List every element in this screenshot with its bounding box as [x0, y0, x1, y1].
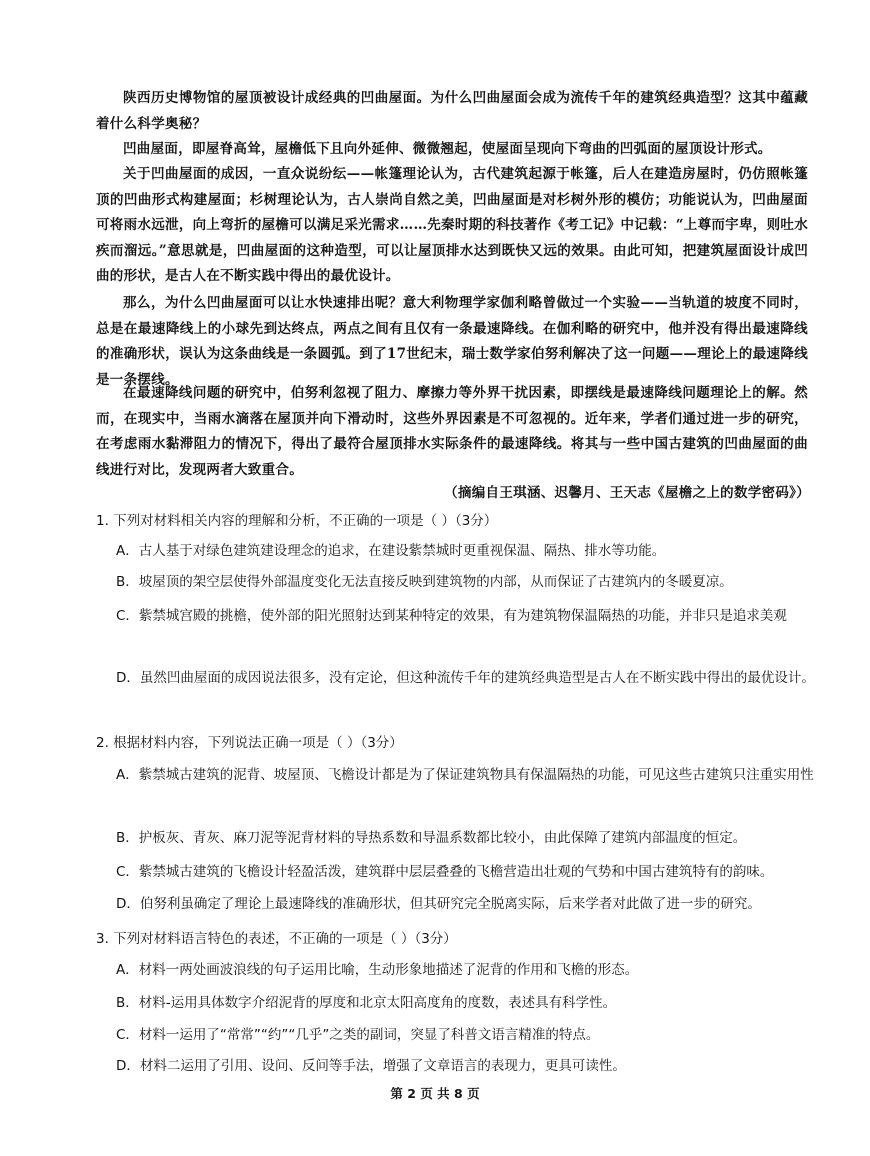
question-3-option-c: C．材料一运用了“常常”“约”“几乎”之类的副词，突显了科普文语言精准的特点。 [116, 1027, 600, 1043]
question-2-stem: 2. 根据材料内容，下列说法正确一项是（ ）（3分） [96, 735, 403, 751]
passage-paragraph-5: 在最速降线问题的研究中，伯努利忽视了阻力、摩擦力等外界干扰因素，即摆线是最速降线问题理论上的解。然而，在现实中，当雨水滴落在屋顶并向下滑动时，这些外界因素是不可忽视的。近年来，学者们通过进一步的研究，在考虑雨水黏滞阻力的情况下，得出了最符合屋顶排水实际条件的最速降线。将其与一些中国古建筑的凹曲屋面的曲线进行对比，发现两者大致重合。 [96, 385, 808, 478]
passage-paragraph-4: 那么，为什么凹曲屋面可以让水快速排出呢？意大利物理学家伽利略曾做过一个实验——当轨道的坡度不同时，总是在最速降线上的小球先到达终点，两点之间有且仅有一条最速降线。在伽利略的研究中，他并没有得出最速降线的准确形状，误认为这条曲线是一条圆弧。到了17世纪末，瑞士数学家伯努利解决了这一问题——理论上的最速降线是一条摆线。 [96, 295, 808, 388]
passage-paragraph-3: 关于凹曲屋面的成因，一直众说纷纭——帐篷理论认为，古代建筑起源于帐篷，后人在建造房屋时，仍仿照帐篷顶的凹曲形式构建屋面；杉树理论认为，古人崇尚自然之美，凹曲屋面是对杉树外形的模仿；功能说认为，凹曲屋面可将雨水远泄，向上弯折的屋檐可以满足采光需求……先秦时期的科技著作《考工记》中记载：“上尊而宇卑，则吐水疾而溜远。”意思就是，凹曲屋面的这种造型，可以让屋顶排水达到既快又远的效果。由此可知，把建筑屋面设计成凹曲的形状，是古人在不断实践中得出的最优设计。 [96, 166, 808, 285]
question-3-option-b: B．材料-运用具体数字介绍泥背的厚度和北京太阳高度角的度数，表述具有科学性。 [116, 995, 617, 1011]
question-2-option-b: B．护板灰、青灰、麻刀泥等泥背材料的导热系数和导温系数都比较小，由此保障了建筑内部温度的恒定。 [116, 830, 747, 846]
question-1-option-a: A．古人基于对绿色建筑建设理念的追求，在建设紫禁城时更重视保温、隔热、排水等功能。 [116, 543, 666, 559]
question-1-option-c: C．紫禁城宫殿的挑檐，使外部的阳光照射达到某种特定的效果，有为建筑物保温隔热的功能，并非只是追求美观 [116, 608, 787, 624]
question-2-option-a: A．紫禁城古建筑的泥背、坡屋顶、飞檐设计都是为了保证建筑物具有保温隔热的功能，可见这些古建筑只注重实用性 [116, 767, 814, 783]
passage-paragraph-1: 陕西历史博物馆的屋顶被设计成经典的凹曲屋面。为什么凹曲屋面会成为流传千年的建筑经典造型？这其中蕴藏着什么科学奥秘？ [96, 90, 808, 132]
question-2-option-c: C．紫禁城古建筑的飞檐设计轻盈活泼，建筑群中层层叠叠的飞檐营造出壮观的气势和中国古建筑特有的韵味。 [116, 864, 774, 880]
question-3-option-d: D．材料二运用了引用、设问、反问等手法，增强了文章语言的表现力，更具可读性。 [116, 1058, 626, 1074]
page-footer: 第 2 页 共 8 页 [390, 1086, 480, 1101]
passage-source: （摘编自王琪涵、迟馨月、王天志《屋檐之上的数学密码》） [444, 485, 810, 501]
question-1-option-b: B．坡屋顶的架空层使得外部温度变化无法直接反映到建筑物的内部，从而保证了古建筑内的冬暖夏凉。 [116, 574, 733, 590]
passage-paragraph-2: 凹曲屋面，即屋脊高耸，屋檐低下且向外延伸、微微翘起，使屋面呈现向下弯曲的凹弧面的屋顶设计形式。 [123, 141, 772, 157]
question-1-stem: 1. 下列对材料相关内容的理解和分析，不正确的一项是（ ）（3分） [96, 513, 498, 529]
question-2-option-d: D．伯努利虽确定了理论上最速降线的准确形状，但其研究完全脱离实际，后来学者对此做了进一步的研究。 [116, 896, 761, 912]
question-3-option-a: A．材料一两处画波浪线的句子运用比喻，生动形象地描述了泥背的作用和飞檐的形态。 [116, 962, 639, 978]
question-3-stem: 3. 下列对材料语言特色的表述，不正确的一项是（ ）（3分） [96, 931, 457, 947]
question-1-option-d: D．虽然凹曲屋面的成因说法很多，没有定论，但这种流传千年的建筑经典造型是古人在不断实践中得出的最优设计。 [116, 670, 815, 686]
